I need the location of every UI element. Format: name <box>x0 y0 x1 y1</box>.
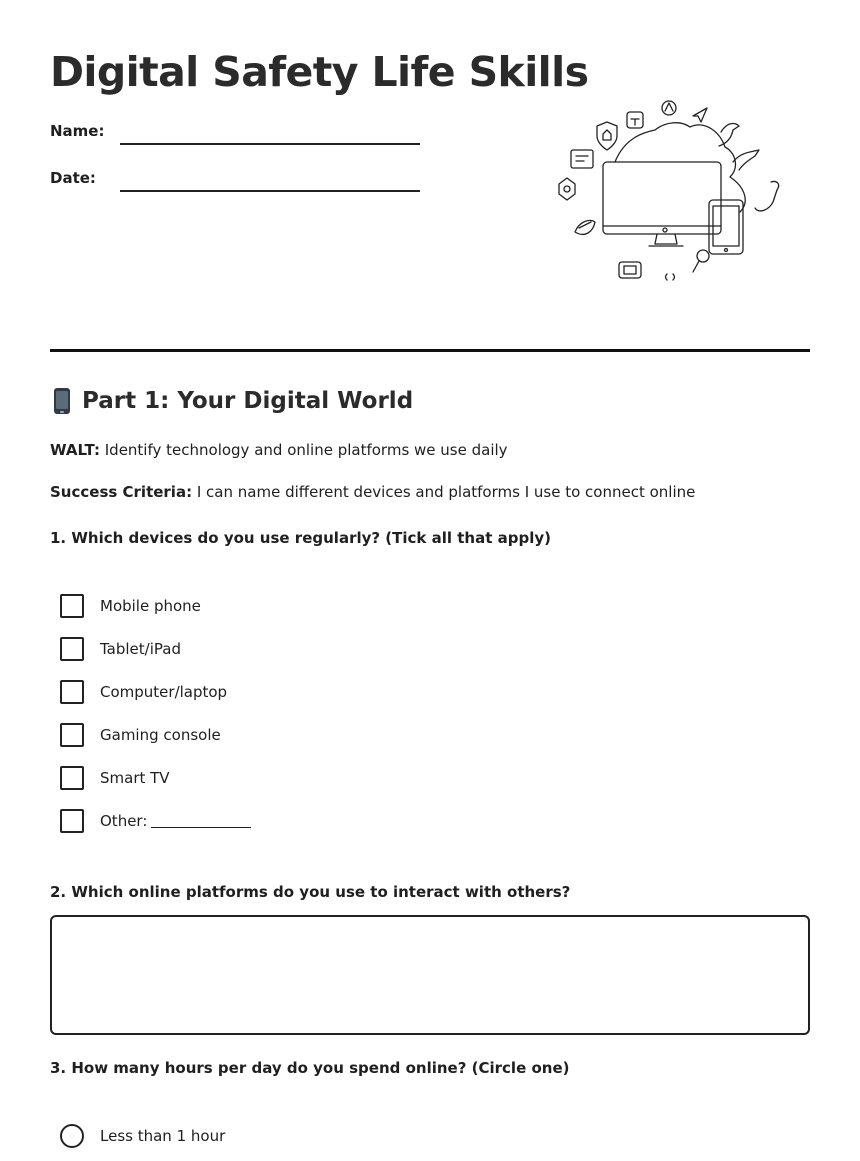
checkbox[interactable] <box>60 723 84 747</box>
checkbox[interactable] <box>60 766 84 790</box>
part-1-title: Part 1: Your Digital World <box>82 388 414 414</box>
date-field[interactable] <box>120 190 420 192</box>
question-2: 2. Which online platforms do you use to interact with others? <box>50 883 571 901</box>
device-option[interactable] <box>60 680 227 704</box>
device-option-other[interactable] <box>60 809 251 833</box>
date-label: Date: <box>50 169 96 187</box>
option-label: Smart TV <box>100 769 170 787</box>
walt-text: Identify technology and online platforms we use daily <box>104 441 508 459</box>
page-title: Digital Safety Life Skills <box>50 48 589 96</box>
checkbox[interactable] <box>60 594 84 618</box>
platforms-answer-box[interactable] <box>50 915 810 1035</box>
section-divider <box>50 349 810 352</box>
hours-option[interactable] <box>60 1124 225 1148</box>
success-criteria-text: I can name different devices and platforms I use to connect online <box>196 483 696 501</box>
device-option[interactable] <box>60 766 170 790</box>
checkbox[interactable] <box>60 680 84 704</box>
success-criteria-label: Success Criteria: <box>50 483 193 501</box>
name-label: Name: <box>50 122 105 140</box>
option-label: Other: <box>100 812 148 830</box>
mobile-phone-icon <box>54 388 70 414</box>
option-label: Computer/laptop <box>100 683 228 701</box>
devices-and-apps-icon <box>545 92 795 292</box>
device-option[interactable] <box>60 594 201 618</box>
walt-line <box>50 441 508 459</box>
checkbox[interactable] <box>60 637 84 661</box>
other-blank-field[interactable] <box>151 815 251 828</box>
name-field[interactable] <box>120 143 420 145</box>
device-option[interactable] <box>60 637 181 661</box>
question-1: 1. Which devices do you use regularly? (Tick all that apply) <box>50 529 551 547</box>
radio-circle[interactable] <box>60 1124 84 1148</box>
question-3: 3. How many hours per day do you spend online? (Circle one) <box>50 1059 570 1077</box>
part-1-heading <box>50 388 413 414</box>
option-label: Gaming console <box>100 726 221 744</box>
device-option[interactable] <box>60 723 221 747</box>
checkbox[interactable] <box>60 809 84 833</box>
option-label: Mobile phone <box>100 597 201 615</box>
walt-label: WALT: <box>50 441 100 459</box>
option-label: Tablet/iPad <box>100 640 181 658</box>
success-criteria-line <box>50 483 695 501</box>
option-label: Less than 1 hour <box>100 1127 226 1145</box>
